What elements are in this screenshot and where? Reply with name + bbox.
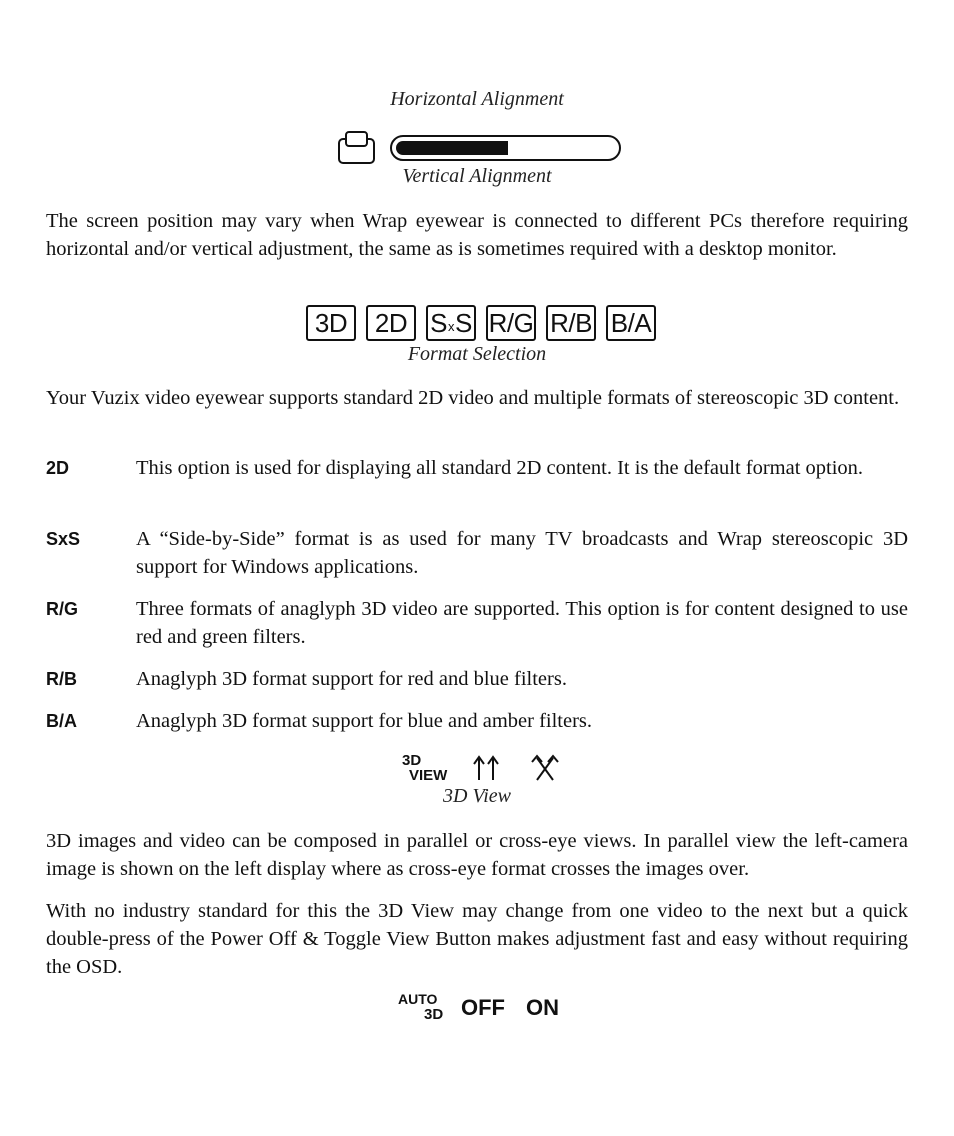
auto-3d-off-option[interactable]: OFF [461,995,505,1020]
format-ba-label: B/A [610,307,652,338]
screen-position-paragraph: The screen position may vary when Wrap eyewear is connected to different PCs therefore requiring horizontal and/or vertical adjustment, the same as is sometimes required with a desktop monitor. [46,210,908,260]
view-3d-icon-top: 3D [402,752,422,769]
auto-3d-on-option[interactable]: ON [526,995,559,1020]
definition-term-rg: R/G [46,599,79,619]
format-3d-button[interactable] [306,305,356,341]
definition-text-sxs: A “Side-by-Side” format is as used for many TV broadcasts and Wrap stereoscopic 3D support for Windows applications. [136,528,908,578]
format-sxs-button[interactable] [426,305,476,341]
definition-term-2d: 2D [46,458,70,478]
format-rg-button[interactable] [486,305,536,341]
format-rb-button[interactable] [546,305,596,341]
format-sxs-label-sub: x [448,318,454,334]
formats-intro-paragraph: Your Vuzix video eyewear supports standard 2D video and multiple formats of stereoscopic 3D content. [46,387,900,409]
format-sxs-label-right: S [455,307,472,338]
definition-text-ba: Anaglyph 3D format support for blue and amber filters. [136,710,593,732]
auto-3d-icon-bottom: 3D [424,1006,444,1023]
view-3d-caption: 3D View [443,785,511,807]
no-standard-paragraph: With no industry standard for this the 3D View may change from one video to the next but a quick double-press of the Power Off & Toggle View Button makes adjustment fast and easy without requiring the OSD. [46,900,908,978]
format-sxs-label-left: S [430,307,447,338]
view-3d-icon [402,753,447,783]
vertical-alignment-caption: Vertical Alignment [402,165,552,187]
horizontal-alignment-caption: Horizontal Alignment [390,88,564,110]
alignment-slider-fill [396,141,508,155]
screen-position-icon [337,130,377,166]
cross-eye-view-icon[interactable] [530,754,560,782]
alignment-slider[interactable] [390,135,621,161]
parallel-view-icon[interactable] [471,754,501,782]
view-3d-icon-bottom: VIEW [409,767,448,784]
auto-3d-icon-top: AUTO [398,991,438,1007]
definition-text-rg: Three formats of anaglyph 3D video are supported. This option is for content designed to use red and green filters. [136,598,908,648]
definition-text-2d: This option is used for displaying all standard 2D content. It is the default format option. [136,457,864,479]
definition-term-sxs: SxS [46,529,81,549]
format-ba-button[interactable] [606,305,656,341]
definition-term-rb: R/B [46,669,77,689]
auto-3d-icon [398,992,443,1022]
format-2d-label: 2D [374,307,408,338]
format-rg-label: R/G [488,307,534,338]
views-paragraph: 3D images and video can be composed in parallel or cross-eye views. In parallel view the left-camera image is shown on the left display where as cross-eye format crosses the images over. [46,830,908,880]
format-selection-row [306,305,656,341]
format-3d-label: 3D [314,307,348,338]
definition-term-ba: B/A [46,711,77,731]
format-2d-button[interactable] [366,305,416,341]
format-rb-label: R/B [550,307,592,338]
format-selection-caption: Format Selection [407,343,547,365]
definition-text-rb: Anaglyph 3D format support for red and blue filters. [136,668,567,690]
